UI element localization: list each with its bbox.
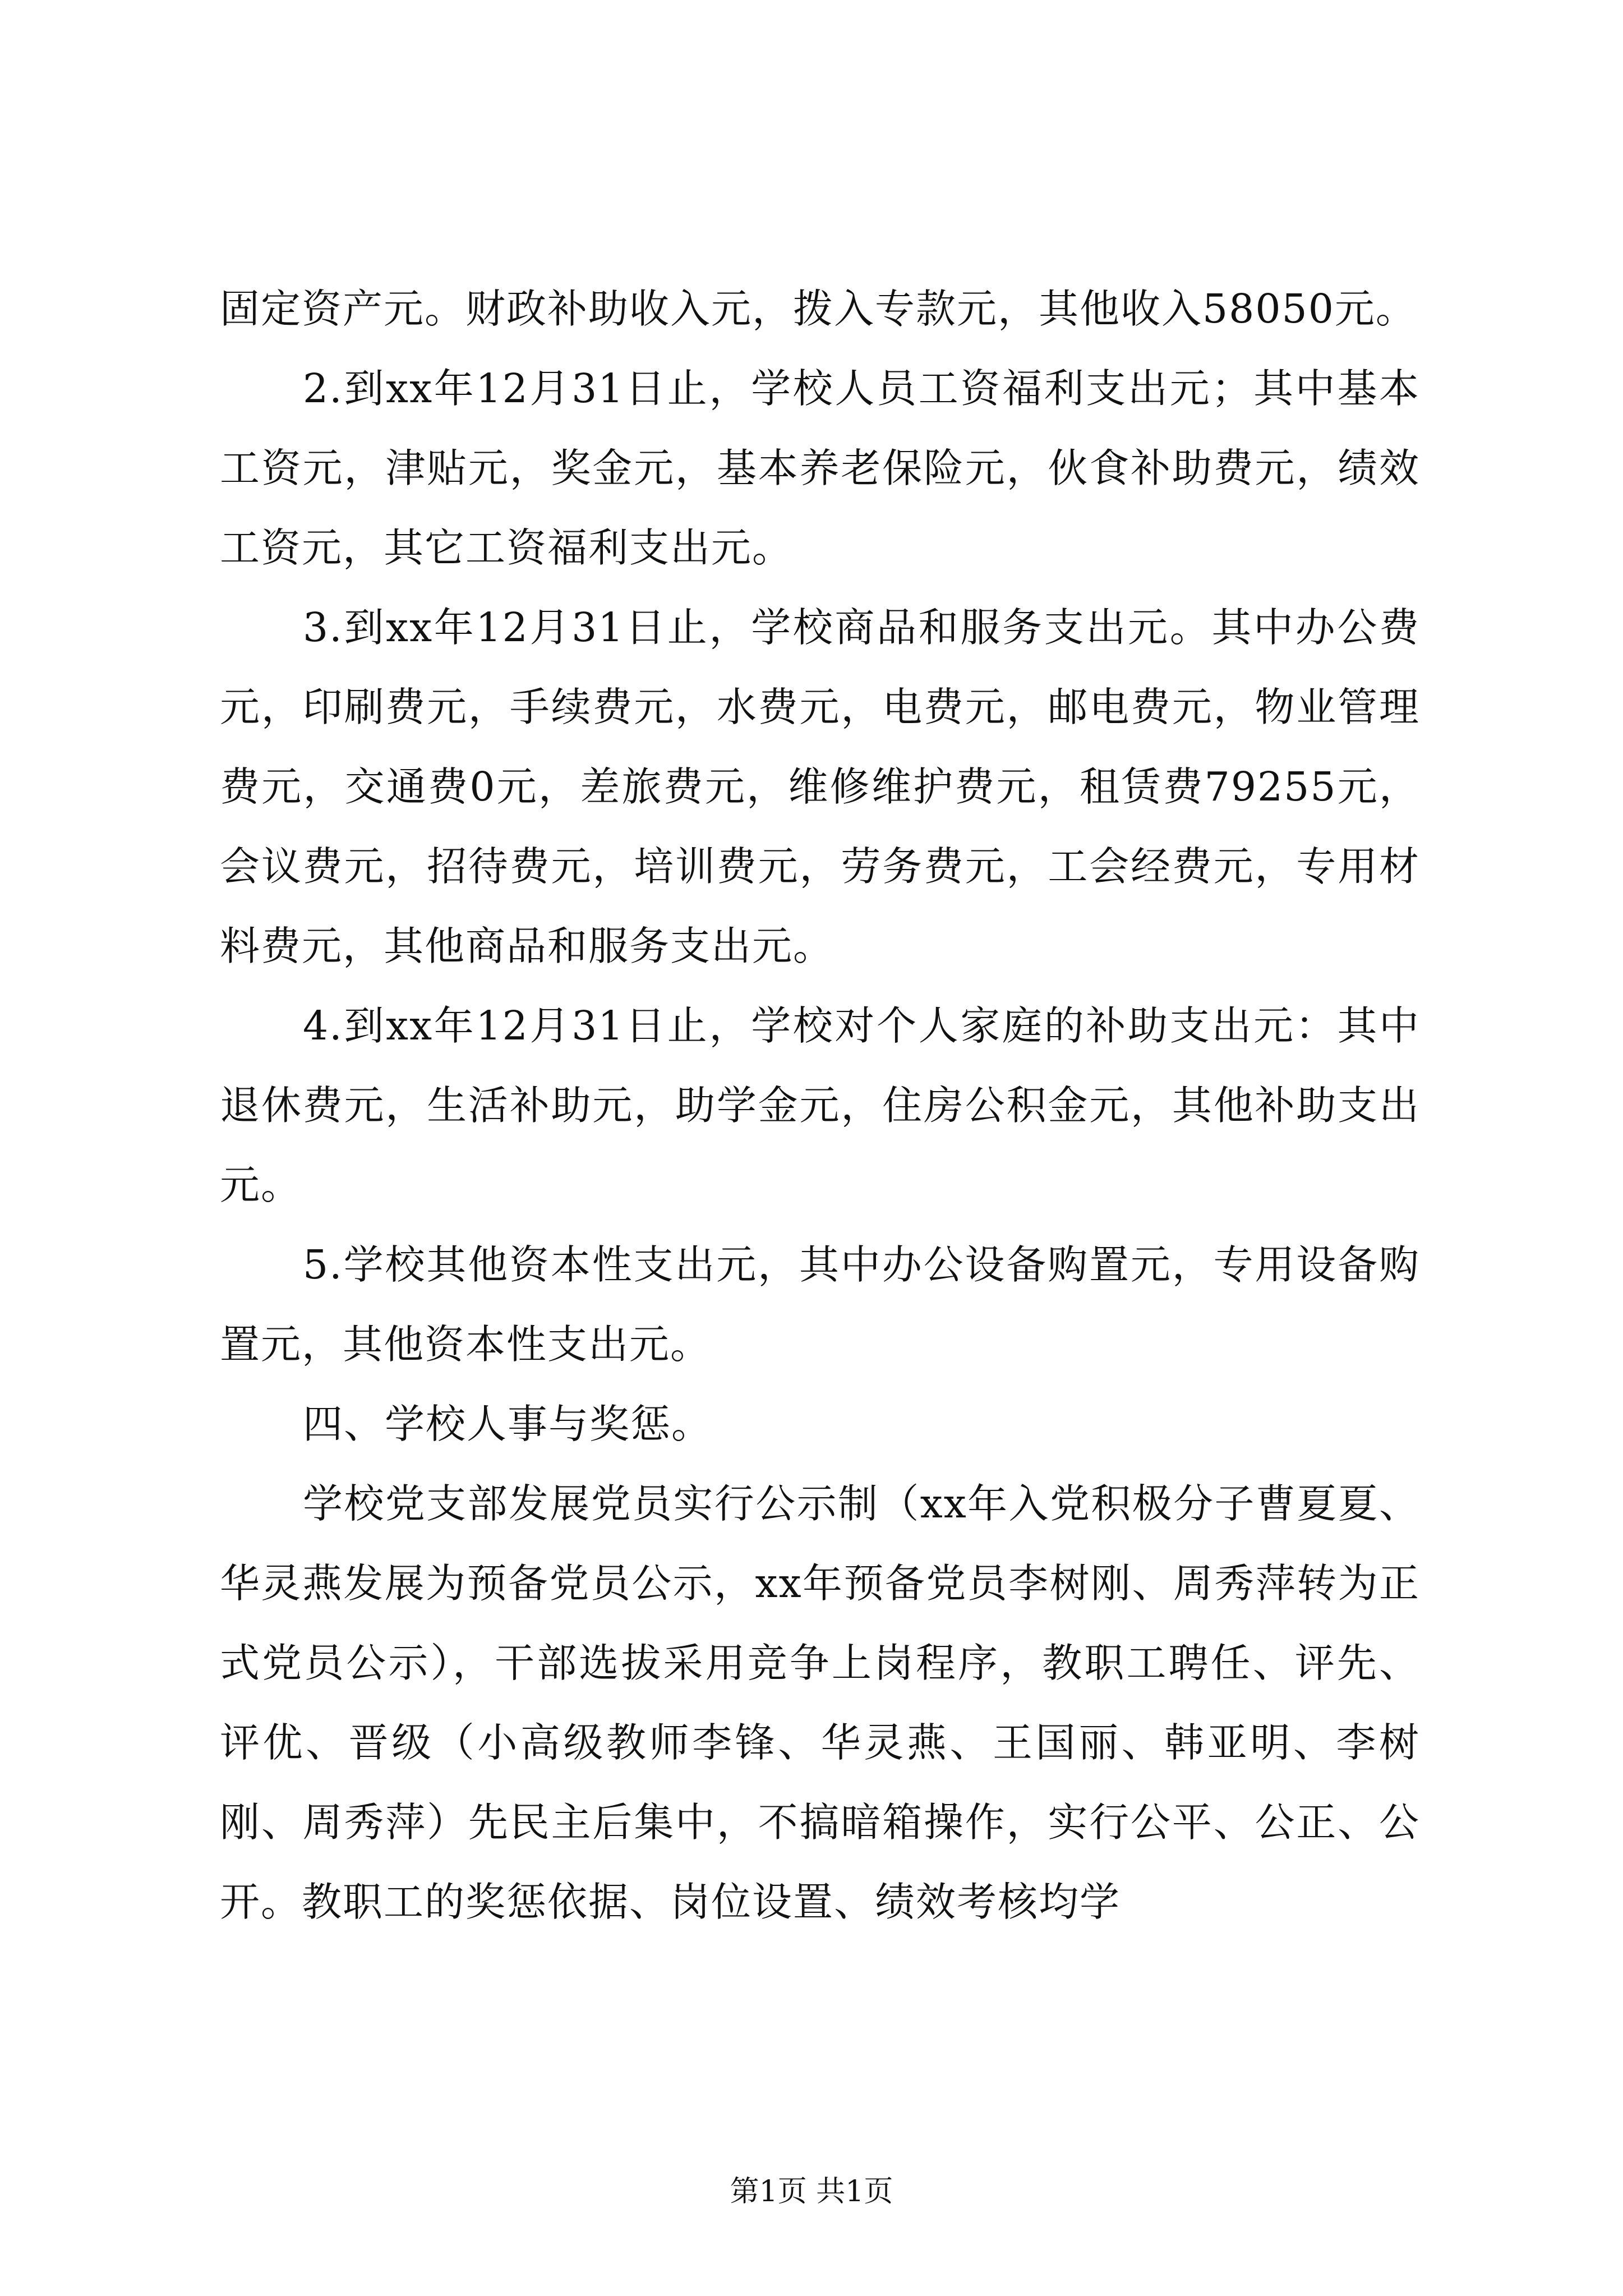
paragraph-3: 3.到xx年12月31日止，学校商品和服务支出元。其中办公费元，印刷费元，手续费元，水费元，电费元，邮电费元，物业管理费元，交通费0元，差旅费元，维修维护费元，租赁费79255元，会议费元，招待费元，培训费元，劳务费元，工会经费元，专用材料费元，其他商品和服务支出元。	[220, 604, 1420, 969]
paragraph-2: 2.到xx年12月31日止，学校人员工资福利支出元；其中基本工资元，津贴元，奖金元，基本养老保险元，伙食补助费元，绩效工资元，其它工资福利支出元。	[220, 365, 1420, 571]
page-footer	[0, 2172, 1623, 2211]
section-heading-4: 四、学校人事与奖惩。	[303, 1401, 713, 1447]
page-number: 第1页 共1页	[730, 2175, 893, 2208]
document-body	[220, 269, 1420, 1942]
paragraph-1: 固定资产元。财政补助收入元，拨入专款元，其他收入58050元。	[220, 286, 1417, 332]
paragraph-4: 4.到xx年12月31日止，学校对个人家庭的补助支出元：其中退休费元，生活补助元，助学金元，住房公积金元，其他补助支出元。	[220, 1002, 1420, 1208]
paragraph-7: 学校党支部发展党员实行公示制（xx年入党积极分子曹夏夏、华灵燕发展为预备党员公示，xx年预备党员李树刚、周秀萍转为正式党员公示），干部选拔采用竞争上岗程序，教职工聘任、评先、评优、晋级（小高级教师李锋、华灵燕、王国丽、韩亚明、李树刚、周秀萍）先民主后集中，不搞暗箱操作，实行公平、公正、公开。教职工的奖惩依据、岗位设置、绩效考核均学	[220, 1480, 1420, 1925]
paragraph-5: 5.学校其他资本性支出元，其中办公设备购置元，专用设备购置元，其他资本性支出元。	[220, 1241, 1420, 1368]
